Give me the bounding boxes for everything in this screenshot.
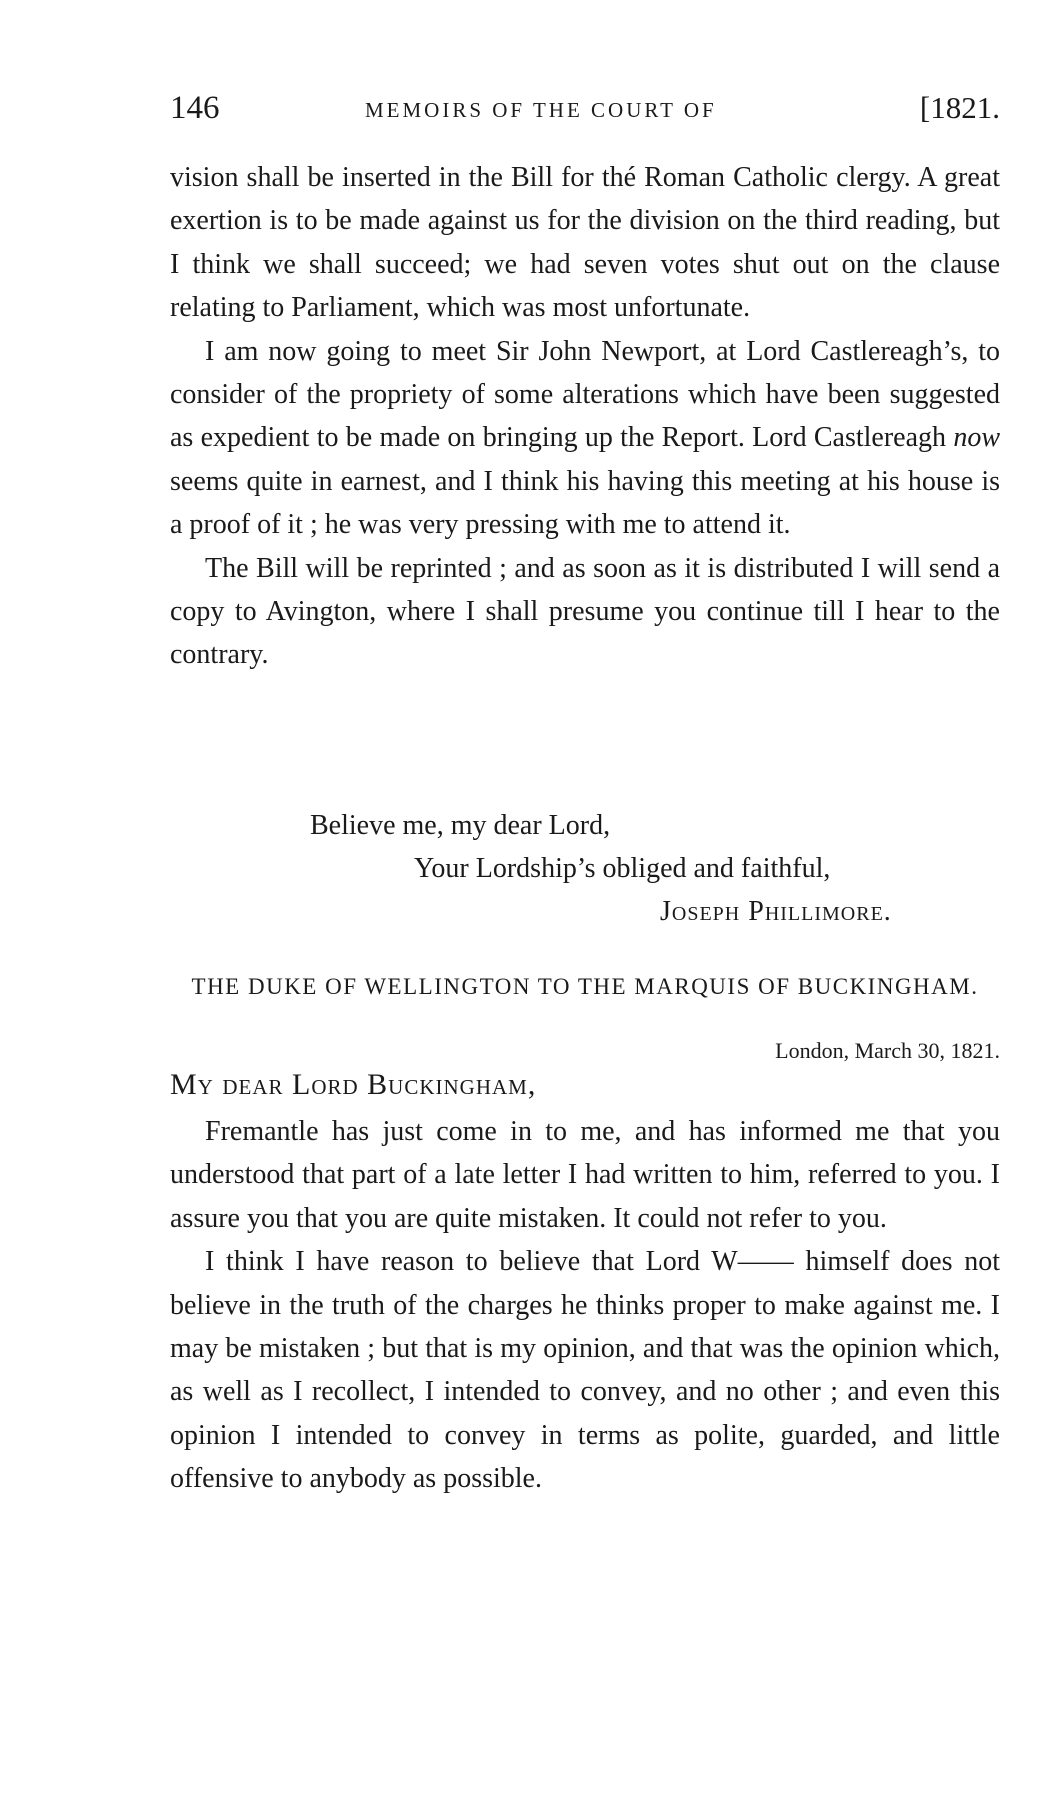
paragraph: Fremantle has just come in to me, and has informed me that you understood that part of a late letter I had written to him, referred to you. I assure you that you are quite mistaken. It could not refer to you. <box>170 1116 1000 1234</box>
running-title: MEMOIRS OF THE COURT OF <box>365 98 717 122</box>
paragraph: The Bill will be reprinted ; and as soon as it is distributed I will send a copy to Avington, where I shall presume you continue till I hear to the contrary. <box>170 552 1000 671</box>
page-number: 146 <box>170 90 220 126</box>
paragraph: vision shall be inserted in the Bill for thé Roman Catholic clergy. A great exertion is to be made against us for the division on the third reading, but I think we shall succeed; we had seven votes shut out on the clause relating to Parliament, which was most unfortunate. <box>170 162 1000 324</box>
letter-heading: THE DUKE OF WELLINGTON TO THE MARQUIS OF BUCKINGHAM. <box>191 974 979 999</box>
salutation: My dear Lord Buckingham, <box>170 1068 537 1101</box>
running-year: [1821. <box>919 90 1000 125</box>
signature: Joseph Phillimore. <box>660 896 892 927</box>
paragraph-text: seems quite in earnest, and I think his having this meeting at his house is a proof of it ; he was very pressing with me to attend it. <box>170 465 1000 541</box>
letter-one-body <box>170 156 1000 677</box>
paragraph <box>170 330 1000 547</box>
running-head <box>170 90 1000 130</box>
closing-line: Believe me, my dear Lord, <box>310 810 611 841</box>
paragraph-text: I am now going to meet Sir John Newport, at Lord Castlereagh’s, to consider of the propriety of some alterations which have been suggested as expedient to be made on bringing up the Report. Lord Castlereagh <box>170 335 1000 454</box>
dateline: London, March 30, 1821. <box>775 1038 1000 1063</box>
emphasis-text: now <box>953 422 1001 454</box>
closing-line: Your Lordship’s obliged and faithful, <box>414 853 831 884</box>
paragraph: I think I have reason to believe that Lord W—— himself does not believe in the truth of the charges he thinks proper to make against me. I may be mistaken ; but that is my opinion, and that was the opinion which, as well as I recollect, I intended to convey, and no other ; and even this opinion I intended to convey in terms as polite, guarded, and little offensive to anybody as possible. <box>170 1246 1000 1495</box>
letter-two-body <box>170 1110 1000 1501</box>
